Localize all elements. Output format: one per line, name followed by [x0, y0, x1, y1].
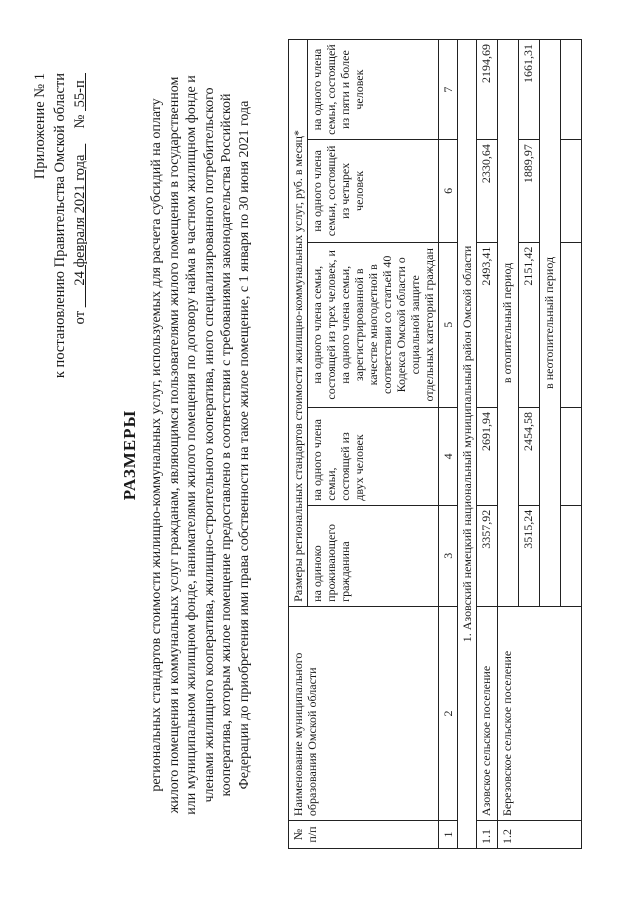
value-cell: [561, 40, 582, 140]
value-cell: [561, 242, 582, 407]
header-single: на одиноко проживающего гражданина: [308, 505, 439, 606]
date-prefix: от: [72, 310, 88, 325]
section-heading: 1. Азовский немецкий национальный муниципальный район Омской области: [458, 40, 477, 849]
value-cell: 2330,64: [477, 140, 498, 242]
number-prefix: №: [72, 114, 88, 129]
appendix-label: Приложение № 1: [32, 73, 48, 180]
col-index: 3: [439, 505, 458, 606]
decree-date-line: [70, 73, 90, 324]
value-cell: 1889,97: [519, 140, 540, 242]
row-name: Березовское сельское поселение: [498, 606, 582, 820]
standards-table: [288, 39, 582, 849]
col-index: 1: [439, 821, 458, 849]
row-name: Азовское сельское поселение: [477, 606, 498, 820]
row-number: 1.1: [477, 821, 498, 849]
value-cell: 2691,94: [477, 407, 498, 505]
decree-date: 24 февраля 2021 года: [72, 154, 88, 286]
document-page: [20, 25, 620, 885]
header-two: на одного члена семьи, состоящей из двух человек: [308, 407, 439, 505]
col-index: 6: [439, 140, 458, 242]
decree-number: 55-п: [72, 80, 88, 108]
document-title: РАЗМЕРЫ: [120, 409, 139, 501]
row-number: 1.2: [498, 821, 582, 849]
col-index: 2: [439, 606, 458, 820]
header-number: № п/п: [289, 821, 439, 849]
value-cell: 2493,41: [477, 242, 498, 407]
header-municipality: Наименование муниципального образования Омской области: [289, 606, 439, 820]
value-cell: 3515,24: [519, 505, 540, 606]
value-cell: 3357,92: [477, 505, 498, 606]
value-cell: 2454,58: [519, 407, 540, 505]
col-index: 5: [439, 242, 458, 407]
value-cell: 2194,69: [477, 40, 498, 140]
value-cell: 1661,31: [519, 40, 540, 140]
header-standards-group: Размеры региональных стандартов стоимости жилищно-коммунальных услуг, руб. в месяц*: [289, 40, 308, 607]
table-row: [498, 40, 519, 849]
decree-label: к постановлению Правительства Омской области: [52, 73, 68, 379]
period-heading-heating: в отопительный период: [498, 40, 519, 607]
header-three: на одного члена семьи, состоящей из трех человек, и на одного члена семьи, зарегистрированной в качестве многодетной в соответствии со статьей 40 Кодекса Омской области о социальной защите отдельных категорий граждан: [308, 242, 439, 407]
col-index: 7: [439, 40, 458, 140]
table-row: [477, 40, 498, 849]
value-cell: [561, 407, 582, 505]
value-cell: 2151,42: [519, 242, 540, 407]
period-heading-non-heating: в неотопительный период: [540, 40, 561, 607]
value-cell: [561, 140, 582, 242]
col-index: 4: [439, 407, 458, 505]
value-cell: [561, 505, 582, 606]
header-four: на одного члена семьи, состоящей из четырех человек: [308, 140, 439, 242]
document-description: региональных стандартов стоимости жилищно-коммунальных услуг, используемых для расчета субсидий на оплату жилого помещения и коммунальных услуг гражданам, являющимся пользователями жилого помещения в государственном или муниципальном жилищном фонде, нанимателями жилого помещения по договору найма в частном жилищном фонде и членами жилищного кооператива, жилищно-строительного кооператива, иного специализированного потребительского кооператива, которым жилое помещение предоставлено в соответствии с требованиями законодательства Российской Федерации до приобретения ими права собственности на такое жилое помещение, с 1 января по 30 июня 2021 года: [149, 75, 252, 815]
header-five-plus: на одного члена семьи, состоящей из пяти и более человек: [308, 40, 439, 140]
